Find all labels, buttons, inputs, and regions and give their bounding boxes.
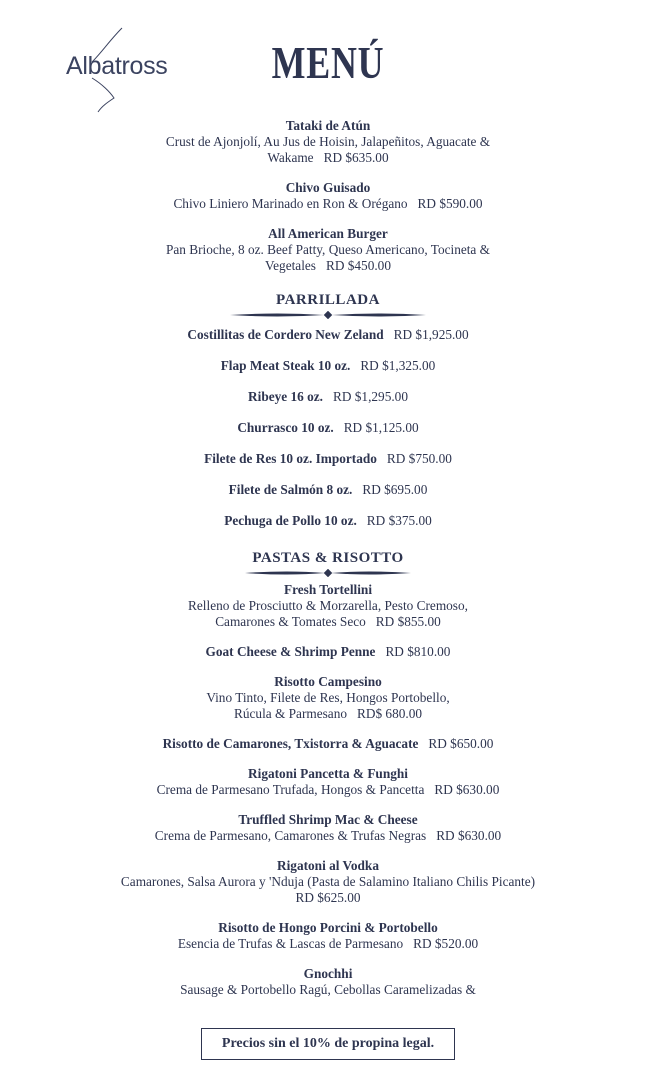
menu-item: Risotto de Camarones, Txistorra & Aguacate RD $650.00 xyxy=(162,736,494,751)
menu-item: All American Burger Pan Brioche, 8 oz. Beef Patty, Queso Americano, Tocineta & Vegetales RD $450.00 xyxy=(165,226,491,273)
menu-item: Tataki de Atún Crust de Ajonjolí, Au Jus de Hoisin, Jalapeñitos, Aguacate & Wakame RD $635.00 xyxy=(165,118,491,165)
menu-item: Fresh Tortellini Relleno de Prosciutto & Morzarella, Pesto Cremoso, Camarones & Tomates Seco RD $855.00 xyxy=(188,582,468,629)
section-title: PASTAS & RISOTTO xyxy=(252,550,404,566)
menu-item: Ribeye 16 oz. RD $1,295.00 xyxy=(248,389,408,404)
menu-item: Pechuga de Pollo 10 oz. RD $375.00 xyxy=(224,513,432,528)
menu-item: Chivo Guisado Chivo Liniero Marinado en Ron & Orégano RD $590.00 xyxy=(173,180,483,211)
divider-ornament xyxy=(243,569,413,577)
menu-item: Costillitas de Cordero New Zeland RD $1,925.00 xyxy=(187,327,469,342)
menu-item: Gnochhi Sausage & Portobello Ragú, Cebollas Caramelizadas & xyxy=(180,966,476,997)
menu-item: Risotto de Hongo Porcini & Portobello Esencia de Trufas & Lascas de Parmesano RD $520.00 xyxy=(177,920,479,951)
menu-item: Filete de Salmón 8 oz. RD $695.00 xyxy=(228,482,428,497)
menu-item: Risotto Campesino Vino Tinto, Filete de Res, Hongos Portobello, Rúcula & Parmesano RD$ 680.00 xyxy=(206,674,450,721)
menu-item: Flap Meat Steak 10 oz. RD $1,325.00 xyxy=(220,358,436,373)
tip-notice: Precios sin el 10% de propina legal. xyxy=(201,1028,455,1060)
menu-item: Churrasco 10 oz. RD $1,125.00 xyxy=(237,420,419,435)
menu-item: Rigatoni al Vodka Camarones, Salsa Aurora y 'Nduja (Pasta de Salamino Italiano Chilis Picante) RD $625.00 xyxy=(120,858,536,905)
menu-content xyxy=(0,118,656,998)
section-pastas xyxy=(0,550,656,577)
section-parrillada xyxy=(0,292,656,319)
divider-ornament xyxy=(228,311,428,319)
menu-item: Rigatoni Pancetta & Funghi Crema de Parmesano Trufada, Hongos & Pancetta RD $630.00 xyxy=(156,766,500,797)
menu-title: MENÚ xyxy=(271,37,385,88)
menu-item: Truffled Shrimp Mac & Cheese Crema de Parmesano, Camarones & Trufas Negras RD $630.00 xyxy=(154,812,502,843)
logo-text: Albatross xyxy=(66,52,168,80)
section-title: PARRILLADA xyxy=(276,292,380,308)
menu-item: Goat Cheese & Shrimp Penne RD $810.00 xyxy=(205,644,451,659)
menu-item: Filete de Res 10 oz. Importado RD $750.00 xyxy=(204,451,452,466)
